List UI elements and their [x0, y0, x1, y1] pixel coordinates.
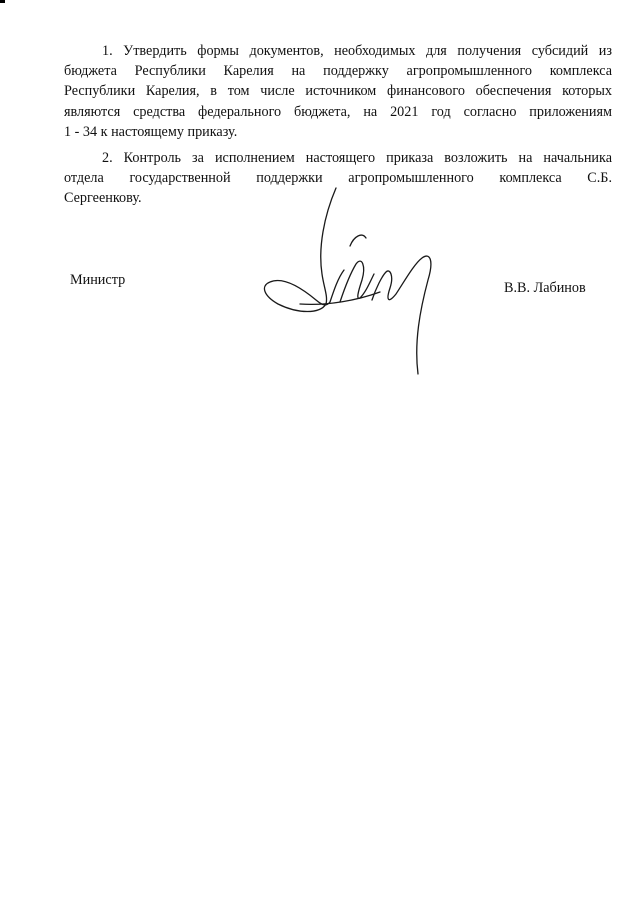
paragraph-1 [64, 41, 612, 142]
paragraph-line: бюджета Республики Карелия на поддержку агропромышленного комплекса [64, 63, 612, 80]
scan-corner-mark [0, 0, 5, 3]
handwritten-signature [258, 186, 448, 378]
signatory-role: Министр [70, 272, 126, 288]
paragraph-line: 2. Контроль за исполнением настоящего приказа возложить на начальника [102, 150, 612, 166]
paragraph-line: Республики Карелия, в том числе источником финансового обеспечения которых [64, 83, 612, 100]
signatory-name: В.В. Лабинов [504, 280, 586, 296]
paragraph-line: отдела государственной поддержки агропромышленного комплекса С.Б. [64, 170, 612, 187]
paragraph-line: Сергеенкову. [64, 190, 142, 207]
paragraph-line: являются средства федерального бюджета, на 2021 год согласно приложениям [64, 103, 612, 120]
paragraph-line: 1. Утвердить формы документов, необходимых для получения субсидий из [102, 43, 612, 59]
paragraph-line: 1 - 34 к настоящему приказу. [64, 123, 238, 140]
